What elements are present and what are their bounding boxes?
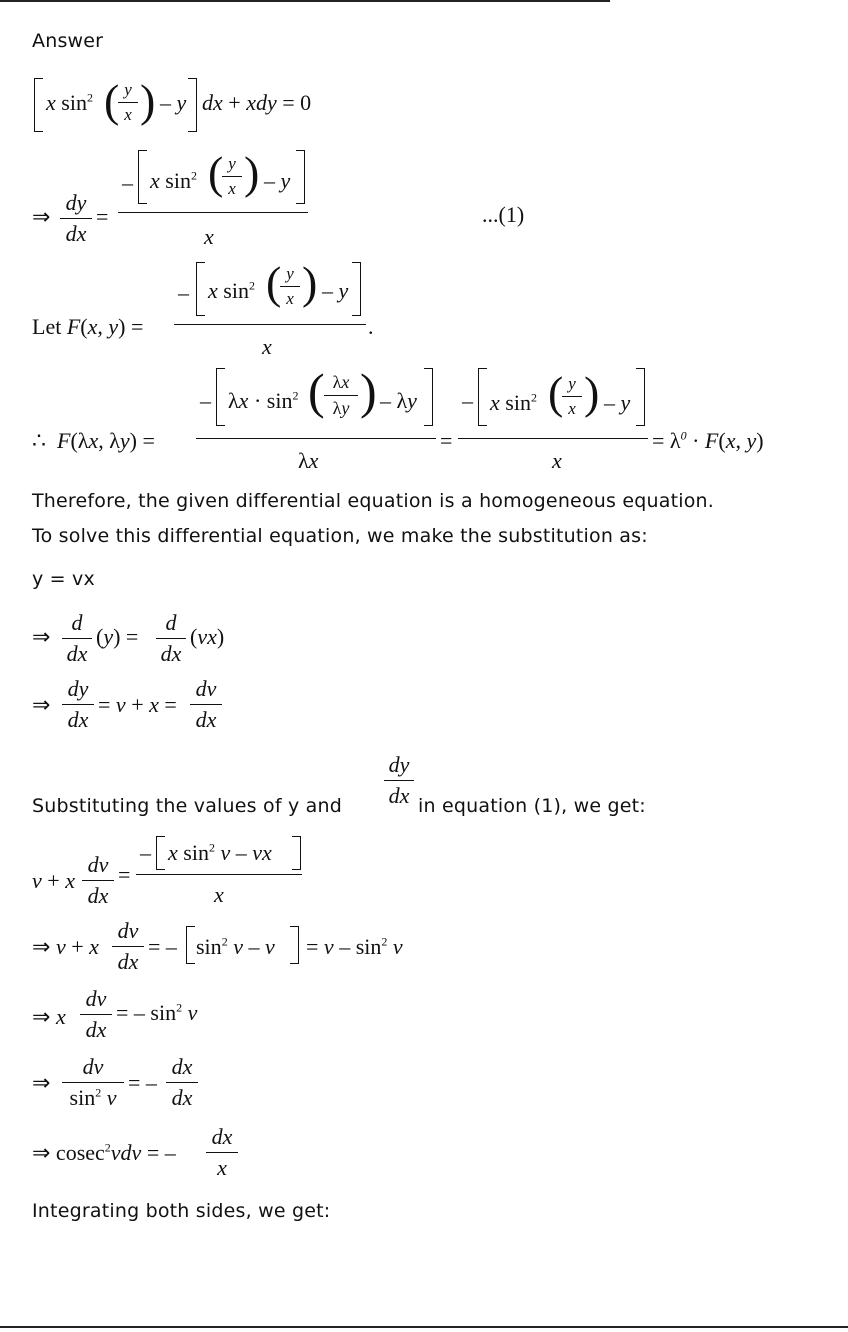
y-equals-vx: y = vx xyxy=(32,568,95,590)
substitution-intro-text: To solve this differential equation, we make the substitution as: xyxy=(32,525,648,547)
homogeneous-text: Therefore, the given differential equation is a homogeneous equation. xyxy=(32,490,715,512)
answer-heading: Answer xyxy=(32,30,104,52)
bottom-rule xyxy=(0,1326,848,1328)
integrating-text: Integrating both sides, we get: xyxy=(32,1200,331,1222)
top-rule xyxy=(0,0,610,2)
equation-number: ...(1) xyxy=(482,202,525,227)
